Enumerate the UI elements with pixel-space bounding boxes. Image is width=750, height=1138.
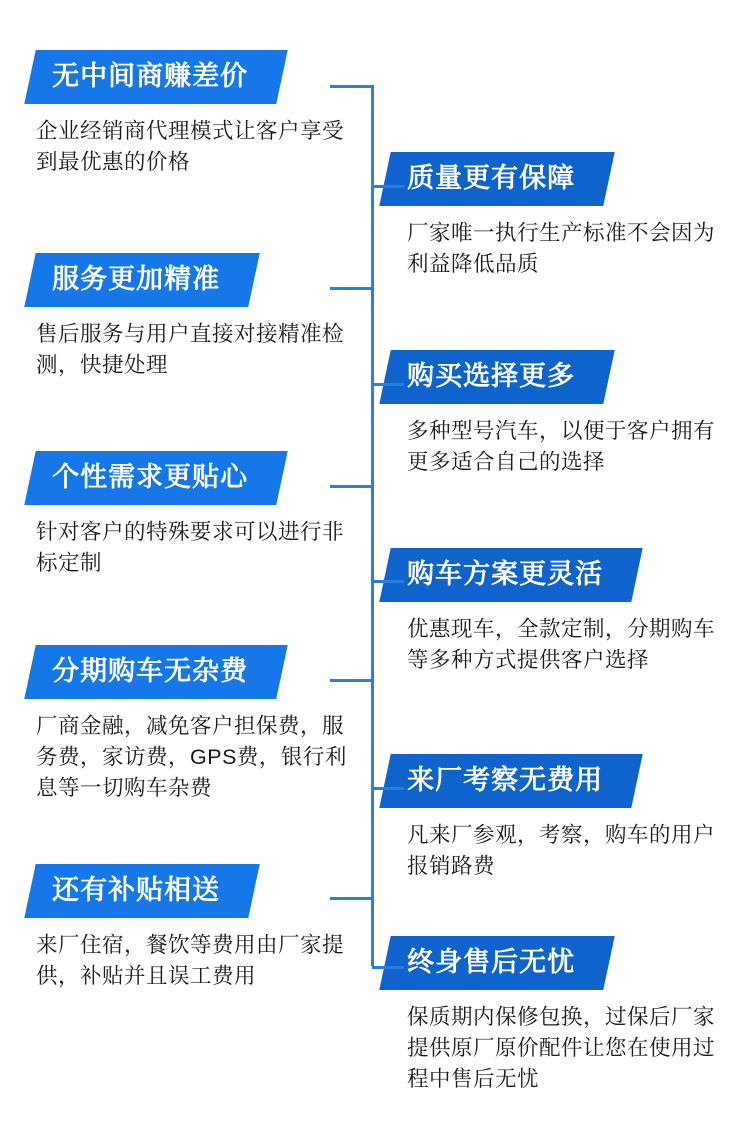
advantage-desc-10: 保质期内保修包换，过保后厂家提供原厂原价配件让您在使用过程中售后无忧 xyxy=(407,1005,716,1092)
connector-stub-6 xyxy=(372,580,404,583)
connector-stub-3 xyxy=(330,287,374,290)
advantage-heading-10: 终身售后无忧 xyxy=(379,936,614,990)
advantage-block-1 xyxy=(30,50,360,178)
advantage-block-10 xyxy=(385,936,720,1096)
advantage-block-4 xyxy=(385,350,720,478)
connector-stub-2 xyxy=(372,185,404,188)
advantage-block-7 xyxy=(30,645,360,805)
connector-stub-7 xyxy=(330,679,374,682)
connector-stub-1 xyxy=(330,85,374,88)
advantage-block-6 xyxy=(385,548,720,676)
advantage-desc-7: 厂商金融，减免客户担保费，服务费，家访费，GPS费，银行利息等一切购车杂费 xyxy=(36,714,347,801)
connector-stub-8 xyxy=(372,787,404,790)
advantage-heading-2: 质量更有保障 xyxy=(379,152,614,206)
connector-stub-9 xyxy=(330,897,374,900)
connector-spine xyxy=(371,86,374,966)
advantage-desc-2: 厂家唯一执行生产标准不会因为利益降低品质 xyxy=(407,221,716,277)
advantage-block-3 xyxy=(30,253,360,381)
advantage-block-8 xyxy=(385,754,720,882)
advantage-desc-1: 企业经销商代理模式让客户享受到最优惠的价格 xyxy=(36,119,345,175)
advantage-heading-5: 个性需求更贴心 xyxy=(24,451,287,505)
advantage-heading-7: 分期购车无杂费 xyxy=(24,645,287,699)
advantage-desc-8: 凡来厂参观，考察，购车的用户报销路费 xyxy=(407,823,716,879)
connector-stub-4 xyxy=(372,383,404,386)
advantage-desc-3: 售后服务与用户直接对接精准检测，快捷处理 xyxy=(36,322,345,378)
advantage-heading-4: 购买选择更多 xyxy=(379,350,614,404)
advantage-heading-6: 购车方案更灵活 xyxy=(379,548,642,602)
advantage-desc-6: 优惠现车，全款定制，分期购车等多种方式提供客户选择 xyxy=(407,617,716,673)
advantage-heading-1: 无中间商赚差价 xyxy=(24,50,287,104)
advantage-desc-5: 针对客户的特殊要求可以进行非标定制 xyxy=(36,520,345,576)
advantage-desc-9: 来厂住宿，餐饮等费用由厂家提供，补贴并且误工费用 xyxy=(36,933,345,989)
advantage-block-5 xyxy=(30,451,360,579)
advantage-block-2 xyxy=(385,152,720,280)
advantage-desc-4: 多种型号汽车，以便于客户拥有更多适合自己的选择 xyxy=(407,419,716,475)
connector-stub-5 xyxy=(330,485,374,488)
advantage-block-9 xyxy=(30,864,360,992)
advantage-heading-3: 服务更加精准 xyxy=(24,253,259,307)
advantage-heading-9: 还有补贴相送 xyxy=(24,864,259,918)
advantage-heading-8: 来厂考察无费用 xyxy=(379,754,642,808)
connector-stub-10 xyxy=(372,966,404,969)
